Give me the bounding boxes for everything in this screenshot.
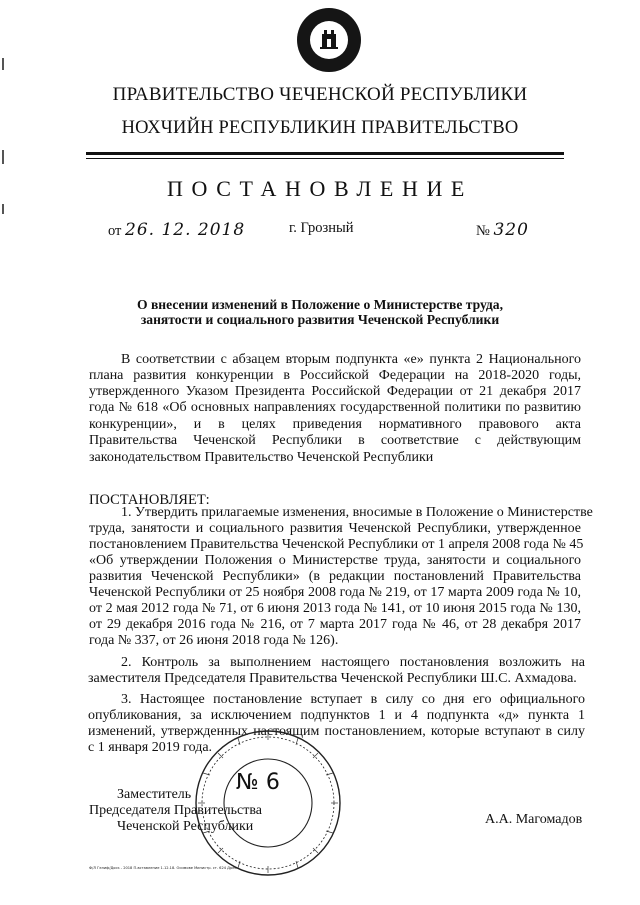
preamble-line: утвержденного Указом Президента Российской Федерации от 21 декабря 2017	[89, 384, 581, 399]
item1-line: Чеченской Республики от 25 ноября 2008 года № 219, от 17 марта 2009 года № 10,	[89, 585, 581, 600]
header-rule-thin	[86, 158, 564, 159]
item1-line: постановлением Правительства Чеченской Республики от 1 апреля 2008 года № 45	[89, 537, 584, 552]
document-date	[108, 220, 245, 240]
signature-position-line1: Заместитель	[117, 787, 192, 802]
number-handwritten: 320	[493, 220, 529, 240]
number-prefix: №	[476, 223, 490, 239]
item1-line: труда, занятости и социального развития Чеченской Республики, утвержденное	[89, 521, 581, 536]
subject-line: занятости и социального развития Чеченской Республики	[140, 312, 500, 327]
item1-line: развития Чеченской Республики» (в редакции постановлений Правительства	[89, 569, 581, 584]
preamble-line: Правительства Чеченской Республики в соответствие с действующим	[89, 433, 581, 448]
stamp-number: № 6	[236, 770, 280, 795]
item1-line: «Об утверждении Положения о Министерстве труда, занятости и социального	[89, 553, 581, 568]
item2-line: заместителя Председателя Правительства Чеченской Республики Ш.С. Ахмадова.	[88, 671, 577, 686]
document-subject	[60, 297, 580, 327]
footer-registration-code: Ф/Л Гелиф/Доск - 2018 П-вставление 1.12.18. Осимове Министр. ст. 624 Дрее	[89, 866, 237, 870]
item1-line: 1. Утвердить прилагаемые изменения, вносимые в Положение о Министерстве	[121, 505, 593, 520]
item1-line: от 2 мая 2012 года № 71, от 6 июня 2013 года № 141, от 10 июня 2015 года № 130,	[89, 601, 581, 616]
subject-line: О внесении изменений в Положение о Министерстве труда,	[136, 297, 503, 312]
emblem-tower-icon	[316, 27, 342, 53]
signature-position-line2: Председателя Правительства	[89, 803, 263, 818]
decree-word: ПОСТАНОВЛЯЕТ:	[89, 492, 210, 508]
document-number	[476, 220, 529, 240]
government-title-ru: ПРАВИТЕЛЬСТВО ЧЕЧЕНСКОЙ РЕСПУБЛИКИ	[112, 84, 528, 105]
preamble-line: законодательством Правительство Чеченской Республики	[89, 450, 434, 465]
document-type-title: ПОСТАНОВЛЕНИЕ	[167, 176, 473, 201]
scan-edge-mark	[2, 204, 4, 214]
scan-edge-mark	[2, 150, 4, 164]
item2-line: 2. Контроль за выполнением настоящего постановления возложить на	[121, 655, 585, 670]
item1-line: года № 337, от 26 июня 2018 года № 126).	[89, 633, 339, 648]
preamble-line: В соответствии с абзацем вторым подпункта «е» пункта 2 Национального	[121, 352, 581, 367]
preamble-line: конкуренции», и в целях приведения нормативного правового акта	[89, 417, 581, 432]
item1-line: от 29 декабря 2016 года № 216, от 7 марта 2017 года № 46, от 28 декабря 2017	[89, 617, 581, 632]
header-rule-thick	[86, 152, 564, 155]
document-city: г. Грозный	[289, 220, 354, 236]
item3-line: изменений, утвержденных настоящим постановлением, которые вступают в силу	[88, 724, 585, 739]
preamble-line: года № 618 «Об основных направлениях государственной политики по развитию	[89, 400, 581, 415]
scan-edge-mark	[2, 58, 4, 70]
date-handwritten: 26. 12. 2018	[125, 220, 246, 240]
emblem-inner	[310, 21, 348, 59]
item3-line: с 1 января 2019 года.	[88, 740, 213, 755]
coat-of-arms-emblem	[297, 8, 361, 72]
date-prefix: от	[108, 223, 122, 239]
signature-position-line3: Чеченской Республики	[117, 819, 254, 834]
item3-line: опубликования, за исключением подпунктов 1 и 4 подпункта «д» пункта 1	[88, 708, 585, 723]
government-title-ce: НОХЧИЙН РЕСПУБЛИКИН ПРАВИТЕЛЬСТВО	[121, 118, 519, 138]
item3-line: 3. Настоящее постановление вступает в силу со дня его официального	[121, 692, 585, 707]
signature-name: А.А. Магомадов	[485, 812, 583, 827]
preamble-line: плана развития конкуренции в Российской Федерации на 2018-2020 годы,	[89, 368, 581, 383]
